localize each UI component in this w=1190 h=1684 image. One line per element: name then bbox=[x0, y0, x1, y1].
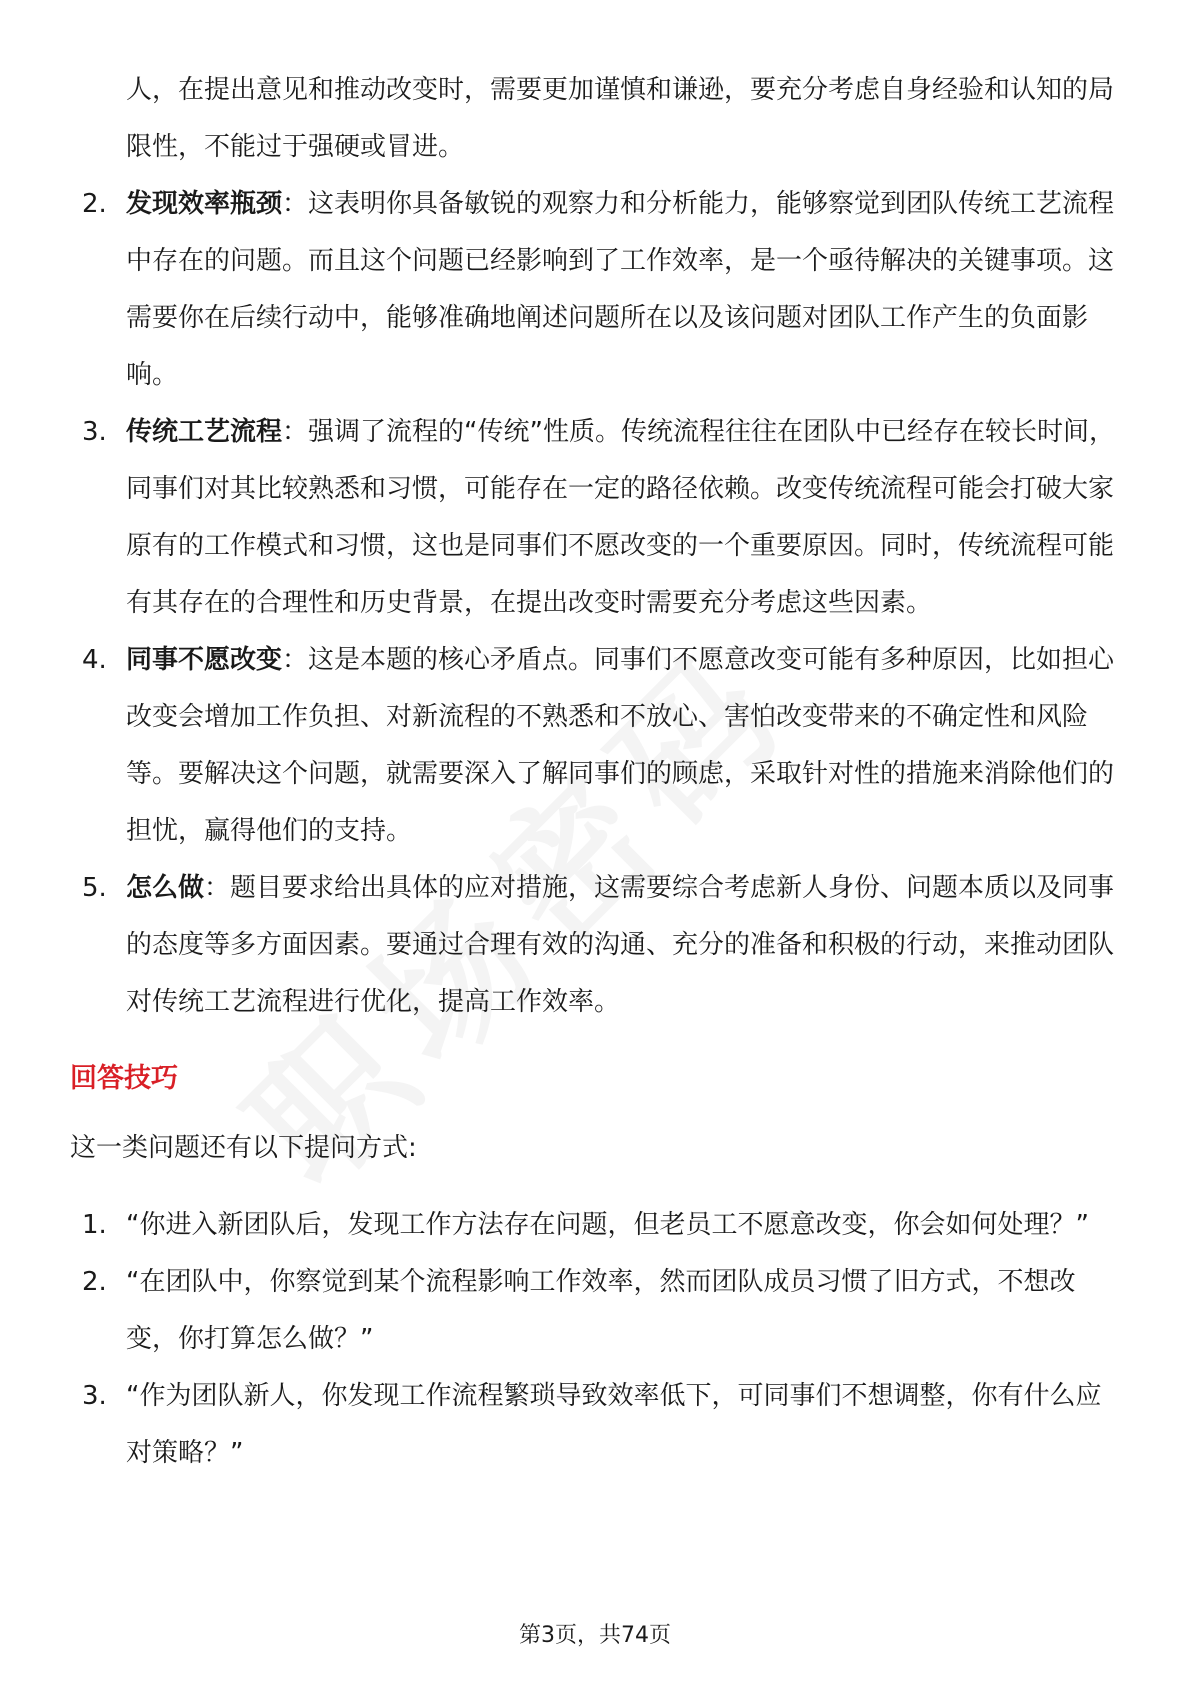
analysis-item bbox=[70, 632, 1120, 860]
item-number: 3. bbox=[82, 1381, 107, 1411]
analysis-item bbox=[70, 404, 1120, 632]
section-heading: 回答技巧 bbox=[70, 1063, 178, 1094]
item-text: ：这是本题的核心矛盾点。同事们不愿意改变可能有多种原因，比如担心改变会增加工作负担、对新流程的不熟悉和不放心、害怕改变带来的不确定性和风险等。要解决这个问题，就需要深入了解同事们的顾虑，采取针对性的措施来消除他们的担忧，赢得他们的支持。 bbox=[126, 645, 1115, 846]
analysis-item bbox=[70, 860, 1120, 1031]
analysis-item bbox=[70, 176, 1120, 404]
item-number: 5. bbox=[82, 873, 107, 903]
item-text: ：强调了流程的“传统”性质。传统流程往往在团队中已经存在较长时间，同事们对其比较熟悉和习惯，可能存在一定的路径依赖。改变传统流程可能会打破大家原有的工作模式和习惯，这也是同事们不愿改变的一个重要原因。同时，传统流程可能有其存在的合理性和历史背景，在提出改变时需要充分考虑这些因素。 bbox=[126, 417, 1115, 618]
item-term: 怎么做 bbox=[126, 873, 205, 903]
item-number: 4. bbox=[82, 645, 107, 675]
item-number: 2. bbox=[82, 189, 107, 219]
item-text: ：这表明你具备敏锐的观察力和分析能力，能够察觉到团队传统工艺流程中存在的问题。而且这个问题已经影响到了工作效率，是一个亟待解决的关键事项。这需要你在后续行动中，能够准确地阐述问题所在以及该问题对团队工作产生的负面影响。 bbox=[126, 189, 1115, 390]
question-list bbox=[70, 1197, 1120, 1482]
item-number: 3. bbox=[82, 417, 107, 447]
item-number: 1. bbox=[82, 1210, 107, 1240]
page-footer: 第3页，共74页 bbox=[519, 1623, 671, 1648]
item-text: “你进入新团队后，发现工作方法存在问题，但老员工不愿意改变，你会如何处理？” bbox=[126, 1210, 1089, 1240]
item-number: 2. bbox=[82, 1267, 107, 1297]
section-intro: 这一类问题还有以下提问方式: bbox=[70, 1133, 417, 1163]
analysis-list bbox=[70, 176, 1120, 1031]
question-item bbox=[70, 1197, 1120, 1254]
item-text: “作为团队新人，你发现工作流程繁琐导致效率低下，可同事们不想调整，你有什么应对策略？” bbox=[126, 1381, 1102, 1468]
item-term: 同事不愿改变 bbox=[126, 645, 283, 675]
question-item bbox=[70, 1254, 1120, 1368]
continuation-paragraph: 人，在提出意见和推动改变时，需要更加谨慎和谦逊，要充分考虑自身经验和认知的局限性，不能过于强硬或冒进。 bbox=[126, 75, 1115, 162]
item-text: ：题目要求给出具体的应对措施，这需要综合考虑新人身份、问题本质以及同事的态度等多方面因素。要通过合理有效的沟通、充分的准备和积极的行动，来推动团队对传统工艺流程进行优化，提高工作效率。 bbox=[126, 873, 1115, 1017]
item-text: “在团队中，你察觉到某个流程影响工作效率，然而团队成员习惯了旧方式，不想改变，你打算怎么做？” bbox=[126, 1267, 1076, 1354]
item-term: 发现效率瓶颈 bbox=[126, 189, 283, 219]
question-item bbox=[70, 1368, 1120, 1482]
item-term: 传统工艺流程 bbox=[126, 417, 283, 447]
page-content bbox=[70, 62, 1120, 1482]
